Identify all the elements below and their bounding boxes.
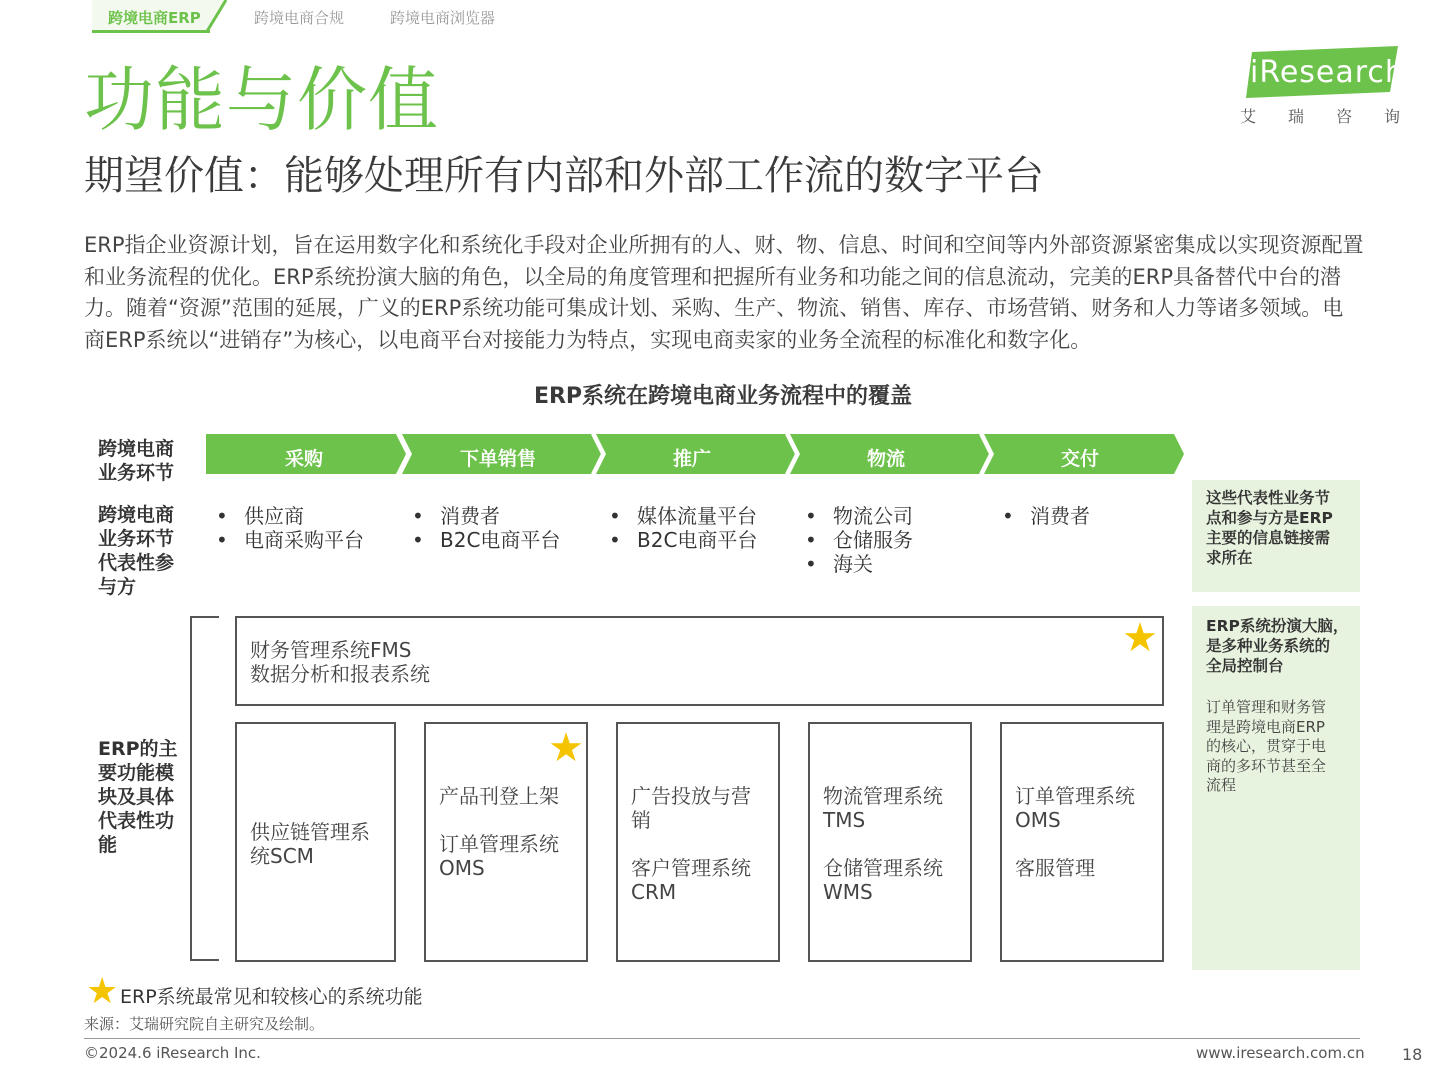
module-spacer — [631, 832, 751, 856]
list-item: • 仓储服务 — [805, 528, 913, 552]
side-note-bold — [1206, 616, 1348, 676]
side-note-line: 主要的信息链接需 — [1206, 529, 1331, 547]
module-spacer — [439, 808, 559, 832]
stage-label: 交付 — [1060, 448, 1099, 470]
side-note-line: 这些代表性业务节 — [1206, 489, 1331, 507]
module-text — [250, 820, 370, 868]
row-label-participants — [98, 503, 174, 599]
module-text — [250, 638, 430, 686]
module-line: 产品刊登上架 — [439, 784, 559, 808]
side-note-modules — [1192, 606, 1360, 970]
legend-text: ERP系统最常见和较核心的系统功能 — [120, 986, 423, 1008]
tab-label: 跨境电商ERP — [108, 9, 201, 27]
participants-sales — [412, 504, 560, 552]
module-spacer — [1015, 832, 1135, 856]
logo-char: 咨 — [1335, 107, 1352, 126]
diagram-title: ERP系统在跨境电商业务流程中的覆盖 — [533, 384, 913, 409]
row-label-modules — [98, 737, 178, 857]
module-text — [631, 784, 751, 904]
row-label-line: 块及具体 — [98, 786, 175, 808]
row-label-stages — [98, 437, 174, 485]
module-line: 销 — [631, 808, 651, 832]
page-title: 功能与价值 — [84, 59, 439, 141]
participants-delivery — [1002, 504, 1090, 528]
module-line: 仓储管理系统 — [823, 856, 943, 880]
participants-procurement — [216, 504, 364, 552]
row-label-line: 业务环节 — [98, 462, 175, 484]
list-item: • 电商采购平台 — [216, 528, 364, 552]
module-scm-box — [235, 722, 396, 962]
side-note-line: 订单管理和财务管 — [1206, 698, 1327, 716]
side-note-text — [1206, 488, 1333, 568]
list-item: • 消费者 — [412, 504, 560, 528]
module-line: 客服管理 — [1015, 856, 1095, 880]
participants-promotion — [609, 504, 757, 552]
side-note-line: 的核心，贯穿于电 — [1206, 737, 1327, 755]
footer-copyright: ©2024.6 iResearch Inc. — [84, 1044, 261, 1062]
side-note-line: 商的多环节甚至全 — [1206, 756, 1327, 775]
module-line: WMS — [823, 880, 873, 904]
side-note-participants — [1192, 480, 1360, 592]
row-label-line: 代表性参 — [98, 552, 175, 574]
row-label-line: ERP的主 — [98, 738, 178, 760]
module-line: OMS — [439, 856, 485, 880]
list-item: • B2C电商平台 — [609, 528, 757, 552]
star-icon: ★ — [86, 971, 119, 1012]
side-note-body — [1206, 698, 1326, 796]
module-text — [1015, 784, 1135, 880]
tab-browser[interactable]: 跨境电商浏览器 — [390, 9, 496, 27]
star-icon: ★ — [548, 725, 584, 771]
module-line: 物流管理系统 — [823, 784, 943, 808]
row-label-line: 与方 — [98, 576, 137, 598]
module-line: 广告投放与营 — [631, 784, 751, 808]
logo-chinese — [1240, 104, 1400, 127]
footer-divider — [84, 1038, 1360, 1039]
module-text — [823, 784, 943, 904]
module-finance-box — [235, 616, 1164, 706]
stage-label: 物流 — [866, 448, 905, 470]
row-label-line: 跨境电商 — [98, 438, 175, 460]
stage-label: 采购 — [284, 448, 323, 470]
module-line: TMS — [823, 808, 866, 832]
module-text — [439, 784, 559, 880]
module-listing-oms-box — [424, 722, 588, 962]
side-note-line: 理是跨境电商ERP — [1206, 717, 1325, 736]
page-number: 18 — [1402, 1045, 1423, 1064]
module-line: 财务管理系统FMS — [250, 638, 412, 662]
logo-char: 艾 — [1240, 107, 1257, 126]
side-note-line: 点和参与方是ERP — [1206, 509, 1333, 527]
star-icon: ★ — [1122, 615, 1158, 661]
modules-bracket — [189, 616, 221, 962]
module-line: 订单管理系统 — [1015, 784, 1135, 808]
list-item: • 物流公司 — [805, 504, 913, 528]
module-line: OMS — [1015, 808, 1061, 832]
intro-paragraph: ERP指企业资源计划，旨在运用数字化和系统化手段对企业所拥有的人、财、物、信息、时间和空间等内外部资源紧密集成以实现资源配置和业务流程的优化。ERP系统扮演大脑的角色，以全局的角度管理和把握所有业务和功能之间的信息流动，完美的ERP具备替代中台的潜力。随着“资源”范围的延展，广义的ERP系统功能可集成计划、采购、生产、物流、销售、库存、市场营销、财务和人力等诸多领域。电商ERP系统以“进销存”为核心，以电商平台对接能力为特点，实现电商卖家的业务全流程的标准化和数字化。 — [84, 233, 1364, 352]
side-note-line: ERP系统扮演大脑， — [1206, 617, 1349, 635]
list-item: • 供应商 — [216, 504, 364, 528]
logo-char: 询 — [1383, 107, 1400, 126]
row-label-line: 业务环节 — [98, 528, 175, 550]
participants-logistics — [805, 504, 913, 576]
module-oms-service-box — [1000, 722, 1164, 962]
logo: iResearch — [1250, 55, 1405, 90]
stage-label: 下单销售 — [459, 448, 536, 470]
module-ads-crm-box — [616, 722, 780, 962]
side-note-line: 求所在 — [1206, 549, 1253, 567]
row-label-line: 代表性功 — [98, 810, 175, 832]
source-note: 来源：艾瑞研究院自主研究及绘制。 — [84, 1015, 325, 1033]
module-line: 供应链管理系 — [250, 820, 370, 844]
module-line: 数据分析和报表系统 — [250, 662, 430, 686]
module-line: 统SCM — [250, 844, 314, 868]
side-note-line: 是多种业务系统的 — [1206, 637, 1331, 655]
module-line: 客户管理系统 — [631, 856, 751, 880]
side-note-line: 全局控制台 — [1206, 657, 1284, 675]
row-label-line: 能 — [98, 834, 118, 856]
module-line: 订单管理系统 — [439, 832, 559, 856]
list-item: • 媒体流量平台 — [609, 504, 757, 528]
list-item: • 海关 — [805, 552, 913, 576]
page-subtitle: 期望价值：能够处理所有内部和外部工作流的数字平台 — [84, 153, 1044, 199]
module-line: CRM — [631, 880, 677, 904]
logo-char: 瑞 — [1287, 107, 1304, 126]
side-note-line: 流程 — [1206, 776, 1237, 794]
list-item: • B2C电商平台 — [412, 528, 560, 552]
module-spacer — [823, 832, 943, 856]
stage-label: 推广 — [672, 448, 711, 470]
tab-cross-border-erp[interactable] — [92, 0, 240, 33]
tab-compliance[interactable]: 跨境电商合规 — [254, 9, 345, 27]
row-label-line: 跨境电商 — [98, 504, 175, 526]
module-tms-wms-box — [808, 722, 972, 962]
footer-url[interactable]: www.iresearch.com.cn — [1196, 1044, 1365, 1062]
list-item: • 消费者 — [1002, 504, 1090, 528]
row-label-line: 要功能模 — [98, 762, 175, 784]
